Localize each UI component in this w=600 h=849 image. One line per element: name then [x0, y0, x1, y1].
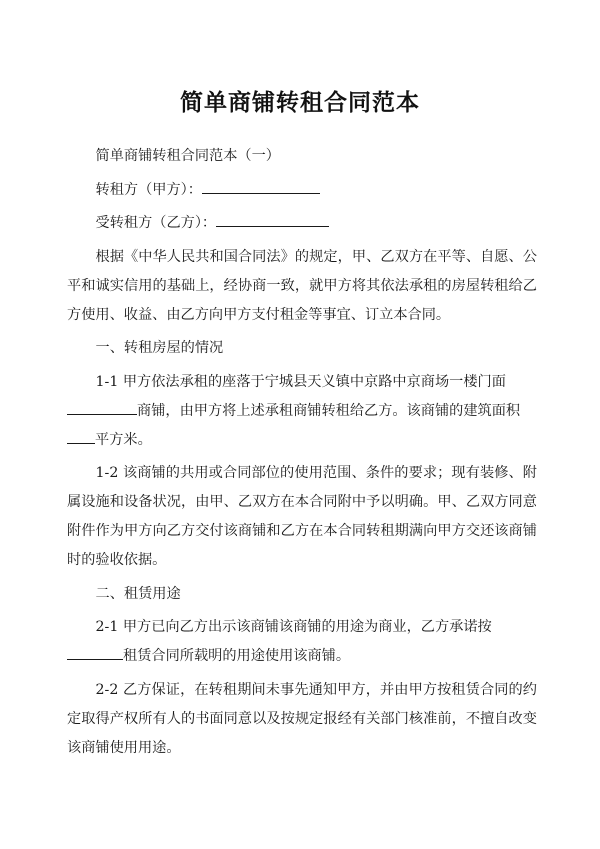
section-2-heading: 二、租赁用途	[95, 585, 181, 602]
party-a-label: 转租方（甲方）：	[95, 181, 202, 198]
clause-1-1-line1: 1-1 甲方依法承租的座落于宁城县天义镇中京路中京商场一楼门面	[95, 373, 506, 390]
clause-1-1-blank-1	[67, 397, 137, 415]
clause-2-2: 2-2 乙方保证，在转租期间未事先通知甲方，并由甲方按租赁合同的约定取得产权所有人的书面同意以及按规定报经有关部门核准前，不擅自改变该商铺使用用途。	[67, 681, 537, 756]
document-title: 简单商铺转租合同范本	[180, 90, 420, 116]
clause-1-1-text-3: 平方米。	[95, 431, 152, 448]
document-subtitle: 简单商铺转租合同范本（一）	[95, 148, 280, 164]
clause-2-1-line1: 2-1 甲方已向乙方出示该商铺该商铺的用途为商业，乙方承诺按	[95, 619, 492, 635]
clause-1-1	[67, 368, 537, 455]
clause-2-1	[67, 613, 537, 671]
party-a-blank	[202, 176, 320, 194]
party-b-blank	[216, 209, 329, 227]
clause-1-1-line2	[67, 397, 537, 426]
clause-1-1-blank-2	[67, 426, 95, 444]
party-b-label: 受转租方（乙方）：	[95, 215, 217, 231]
document-body	[67, 142, 537, 767]
clause-1-1-text-2: 商铺，由甲方将上述承租商铺转租给乙方。该商铺的建筑面积	[137, 402, 521, 419]
intro-paragraph: 根据《中华人民共和国合同法》的规定，甲、乙双方在平等、自愿、公平和诚实信用的基础上，经协商一致，就甲方将其依法承租的房屋转租给乙方使用、收益、由乙方向甲方支付租金等事宜、订立本合同。	[67, 248, 537, 323]
clause-1-1-line3	[67, 426, 537, 455]
party-a-line	[67, 176, 537, 205]
clause-2-1-text-2: 租赁合同所载明的用途使用该商铺。	[123, 648, 351, 664]
section-1-heading: 一、转租房屋的情况	[95, 340, 224, 356]
clause-2-1-line2	[67, 642, 537, 671]
party-b-line	[67, 209, 537, 238]
clause-2-1-blank	[67, 642, 123, 660]
clause-1-2: 1-2 该商铺的共用或合同部位的使用范围、条件的要求；现有装修、附属设施和设备状况，由甲、乙双方在本合同附中予以明确。甲、乙双方同意附件作为甲方向乙方交付该商铺和乙方在本合同转租期满向甲方交还该商铺时的验收依据。	[67, 465, 537, 568]
